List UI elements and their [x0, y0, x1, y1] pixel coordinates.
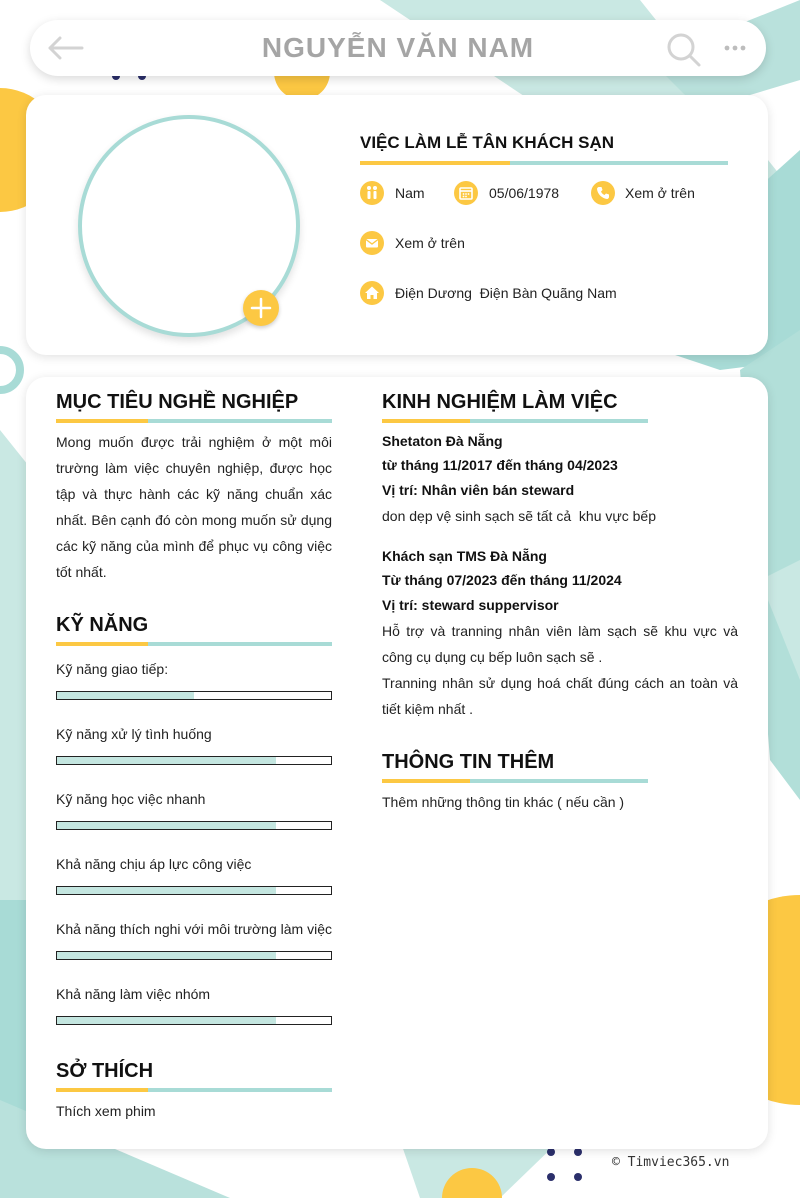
skill-bar	[56, 951, 332, 960]
job-title-underline	[360, 161, 728, 165]
email-icon	[360, 231, 384, 255]
job-description-line: công cụ dụng cụ bếp luôn sạch sẽ .	[382, 649, 603, 665]
additional-info-text: Thêm những thông tin khác ( nếu cần )	[382, 794, 625, 810]
additional-info-underline	[382, 779, 648, 783]
skill-bar-fill	[57, 822, 276, 829]
job-title: VIỆC LÀM LỄ TÂN KHÁCH SẠN	[360, 133, 615, 152]
skill-label: Khả năng thích nghi với môi trường làm việc	[56, 921, 332, 937]
phone-icon	[591, 181, 615, 205]
add-photo-button[interactable]	[243, 290, 279, 326]
skill-label: Kỹ năng xử lý tình huống	[56, 726, 212, 742]
objective-line: nhất. Bên cạnh đó còn mong muốn sử dụng	[56, 512, 332, 528]
skill-bar-fill	[57, 692, 194, 699]
job-period: Từ tháng 07/2023 đến tháng 11/2024	[382, 572, 622, 588]
objective-underline	[56, 419, 332, 423]
hobbies-text: Thích xem phim	[56, 1103, 156, 1119]
objective-title: MỤC TIÊU NGHỀ NGHIỆP	[56, 391, 299, 413]
skill-bar	[56, 756, 332, 765]
skill-label: Khả năng chịu áp lực công việc	[56, 856, 252, 872]
objective-text	[56, 429, 332, 585]
address-value: Điện Dương Điện Bàn Quãng Nam	[395, 285, 617, 301]
objective-line: trường làm việc chuyên nghiệp, được học	[56, 460, 332, 476]
skill-bar	[56, 821, 332, 830]
job-description-line: tiết kiệm nhất .	[382, 701, 474, 717]
experience-title: KINH NGHIỆM LÀM VIỆC	[382, 391, 618, 413]
skill-bar-fill	[57, 757, 276, 764]
job-period: từ tháng 11/2017 đến tháng 04/2023	[382, 457, 618, 473]
skill-bar-fill	[57, 887, 276, 894]
job-position: Vị trí: steward suppervisor	[382, 597, 559, 613]
home-icon	[360, 281, 384, 305]
objective-line: tốt nhất.	[56, 564, 107, 580]
phone-value: Xem ở trên	[625, 185, 695, 201]
skill-label: Khả năng làm việc nhóm	[56, 986, 211, 1002]
hobbies-underline	[56, 1088, 332, 1092]
page-title: NGUYỄN VĂN NAM	[261, 32, 535, 63]
skill-bar	[56, 1016, 332, 1025]
experience-underline	[382, 419, 648, 423]
skills-title: KỸ NĂNG	[56, 614, 149, 636]
job-description: don dẹp vệ sinh sạch sẽ tất cả khu vực bếp	[382, 508, 656, 524]
objective-line: Mong muốn được trải nghiệm ở một môi	[56, 434, 332, 450]
skill-bar-fill	[57, 1017, 276, 1024]
additional-info-title: THÔNG TIN THÊM	[382, 751, 555, 773]
job-description-line: Hỗ trợ và tranning nhân viên làm sạch sẽ khu vực và	[382, 623, 738, 639]
hobbies-title: SỞ THÍCH	[56, 1060, 154, 1082]
more-options-icon[interactable]	[724, 36, 746, 65]
gender-icon	[360, 181, 384, 205]
job-company: Shetaton Đà Nẵng	[382, 433, 503, 449]
job-description	[382, 618, 738, 722]
skill-label: Kỹ năng giao tiếp:	[56, 661, 169, 677]
skill-label: Kỹ năng học việc nhanh	[56, 791, 206, 807]
job-position: Vị trí: Nhân viên bán steward	[382, 482, 575, 498]
search-icon[interactable]	[666, 32, 702, 73]
top-bar	[30, 20, 766, 76]
job-description-line: Tranning nhân sử dụng hoá chất đúng cách an toàn và	[382, 675, 738, 691]
profile-card	[26, 95, 768, 355]
birthday-value: 05/06/1978	[489, 185, 560, 201]
skills-underline	[56, 642, 332, 646]
skill-bar	[56, 886, 332, 895]
objective-line: các kỹ năng của mình để phục vụ công việc	[56, 538, 332, 554]
footer-credit: © Timviec365.vn	[612, 1155, 730, 1170]
calendar-icon	[454, 181, 478, 205]
objective-line: tập và thực hành các kỹ năng chuẩn xác	[56, 486, 332, 502]
email-value: Xem ở trên	[395, 235, 465, 251]
gender-value: Nam	[395, 185, 425, 201]
skill-bar-fill	[57, 952, 276, 959]
main-content-card	[26, 377, 768, 1149]
plus-icon	[243, 290, 279, 326]
skill-bar	[56, 691, 332, 700]
job-company: Khách sạn TMS Đà Nẵng	[382, 548, 547, 564]
